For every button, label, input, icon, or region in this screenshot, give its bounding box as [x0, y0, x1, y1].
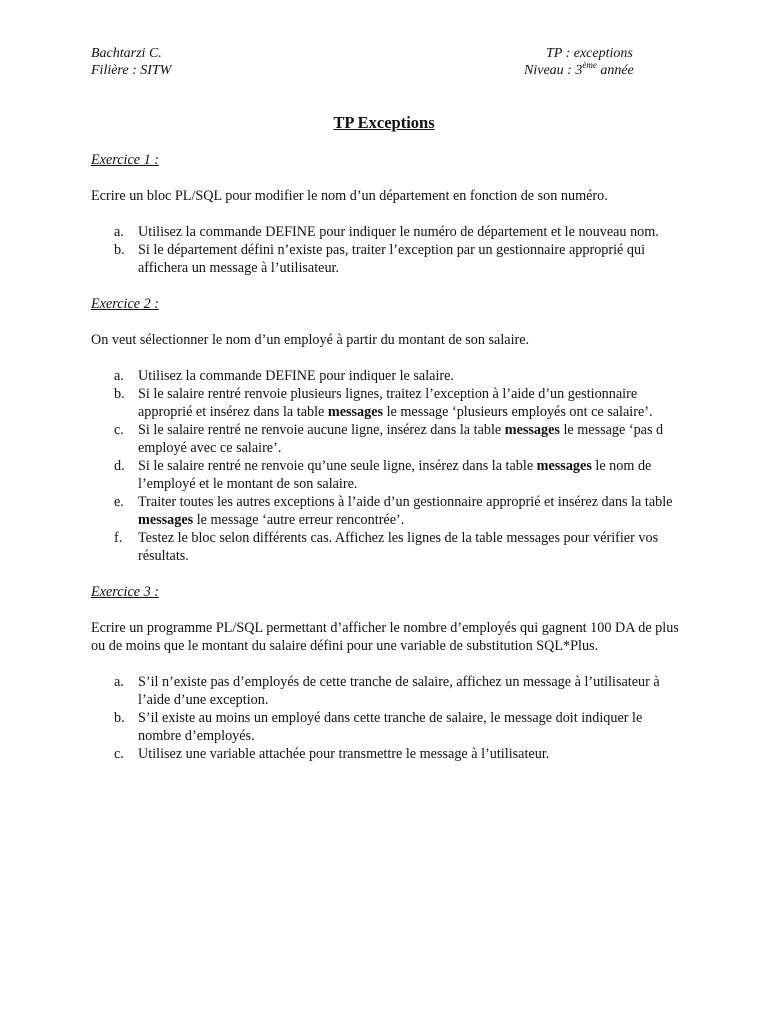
list-item-text-pre: Si le salaire rentré ne renvoie aucune ligne, insérez dans la table: [138, 422, 505, 438]
header-left: [91, 45, 171, 79]
table-name: messages: [138, 512, 194, 528]
list-item: [91, 241, 681, 277]
list-item-text: Utilisez la commande DEFINE pour indiquer le salaire.: [138, 368, 454, 384]
list-item: [91, 385, 681, 421]
filiere: Filière : SITW: [91, 63, 172, 78]
list-marker: b.: [114, 710, 125, 726]
list-marker: e.: [114, 494, 124, 510]
list-item-text-post: le message ‘pas d employé avec ce salaire’.: [138, 422, 664, 456]
exercise-2-heading: Exercice 2 :: [91, 296, 159, 312]
exercise-1-heading: Exercice 1 :: [91, 152, 159, 168]
table-name: messages: [536, 458, 592, 474]
list-marker: a.: [114, 368, 124, 384]
list-marker: c.: [114, 746, 124, 762]
page-title: TP Exceptions: [333, 113, 435, 132]
list-item-text-pre: Si le salaire rentré ne renvoie qu’une seule ligne, insérez dans la table: [138, 458, 537, 474]
header-right: [524, 45, 634, 79]
niveau-prefix: Niveau : 3: [524, 63, 583, 78]
exercise-2-list: [91, 367, 681, 565]
list-item-text: S’il existe au moins un employé dans cette tranche de salaire, le message doit indiquer le nombre d’employés.: [138, 710, 643, 744]
list-item-text-post: le nom de l’employé et le montant de son salaire.: [138, 458, 652, 492]
list-item-text-pre: Si le salaire rentré renvoie plusieurs lignes, traitez l’exception à l’aide d’un gestionnaire approprié et insérez dans la table: [138, 386, 638, 420]
list-item: [91, 529, 681, 565]
list-item-text: Testez le bloc selon différents cas. Affichez les lignes de la table messages pour vérifier vos résultats.: [138, 530, 659, 564]
list-item-text-pre: Traiter toutes les autres exceptions à l’aide d’un gestionnaire approprié et insérez dans la table: [138, 494, 673, 510]
list-marker: b.: [114, 386, 125, 402]
list-item-text: Utilisez une variable attachée pour transmettre le message à l’utilisateur.: [138, 746, 550, 762]
table-name: messages: [327, 404, 384, 420]
list-marker: a.: [114, 674, 124, 690]
list-item: [91, 709, 681, 745]
list-marker: f.: [114, 530, 123, 546]
exercise-1-list: [91, 223, 681, 277]
list-marker: a.: [114, 224, 124, 240]
list-item: [91, 457, 681, 493]
niveau: [524, 62, 634, 79]
list-item-text: Si le département défini n’existe pas, traiter l’exception par un gestionnaire approprié qui affichera un message à l’utilisateur.: [138, 242, 646, 276]
exercise-2-intro: On veut sélectionner le nom d’un employé à partir du montant de son salaire.: [91, 332, 530, 348]
exercise-1-intro: Ecrire un bloc PL/SQL pour modifier le nom d’un département en fonction de son numéro.: [91, 188, 608, 204]
exercise-3-heading: Exercice 3 :: [91, 584, 159, 600]
niveau-suffix: année: [596, 63, 634, 78]
list-item: [91, 367, 681, 385]
list-marker: c.: [114, 422, 124, 438]
list-item: [91, 493, 681, 529]
list-item-text-post: le message ‘autre erreur rencontrée’.: [193, 512, 405, 528]
exercise-3-intro: Ecrire un programme PL/SQL permettant d’afficher le nombre d’employés qui gagnent 100 DA de plus ou de moins que le montant du salaire défini pour une variable de substitution SQL*Plus.: [91, 620, 679, 654]
list-item: [91, 673, 681, 709]
exercise-3-list: [91, 673, 681, 763]
list-item: [91, 745, 681, 763]
table-name: messages: [504, 422, 560, 438]
author: Bachtarzi C.: [91, 46, 162, 61]
list-item-text: S’il n’existe pas d’employés de cette tranche de salaire, affichez un message à l’utilisateur à l’aide d’une exception.: [138, 674, 660, 708]
tp-label: TP : exceptions: [546, 46, 633, 61]
list-item: [91, 421, 681, 457]
list-item: [91, 223, 681, 241]
list-marker: d.: [114, 458, 125, 474]
niveau-sup: ème: [582, 60, 597, 70]
list-item-text: Utilisez la commande DEFINE pour indiquer le numéro de département et le nouveau nom.: [138, 224, 659, 240]
document-body: [91, 151, 681, 763]
list-marker: b.: [114, 242, 125, 258]
list-item-text-post: le message ‘plusieurs employés ont ce salaire’.: [383, 404, 653, 420]
